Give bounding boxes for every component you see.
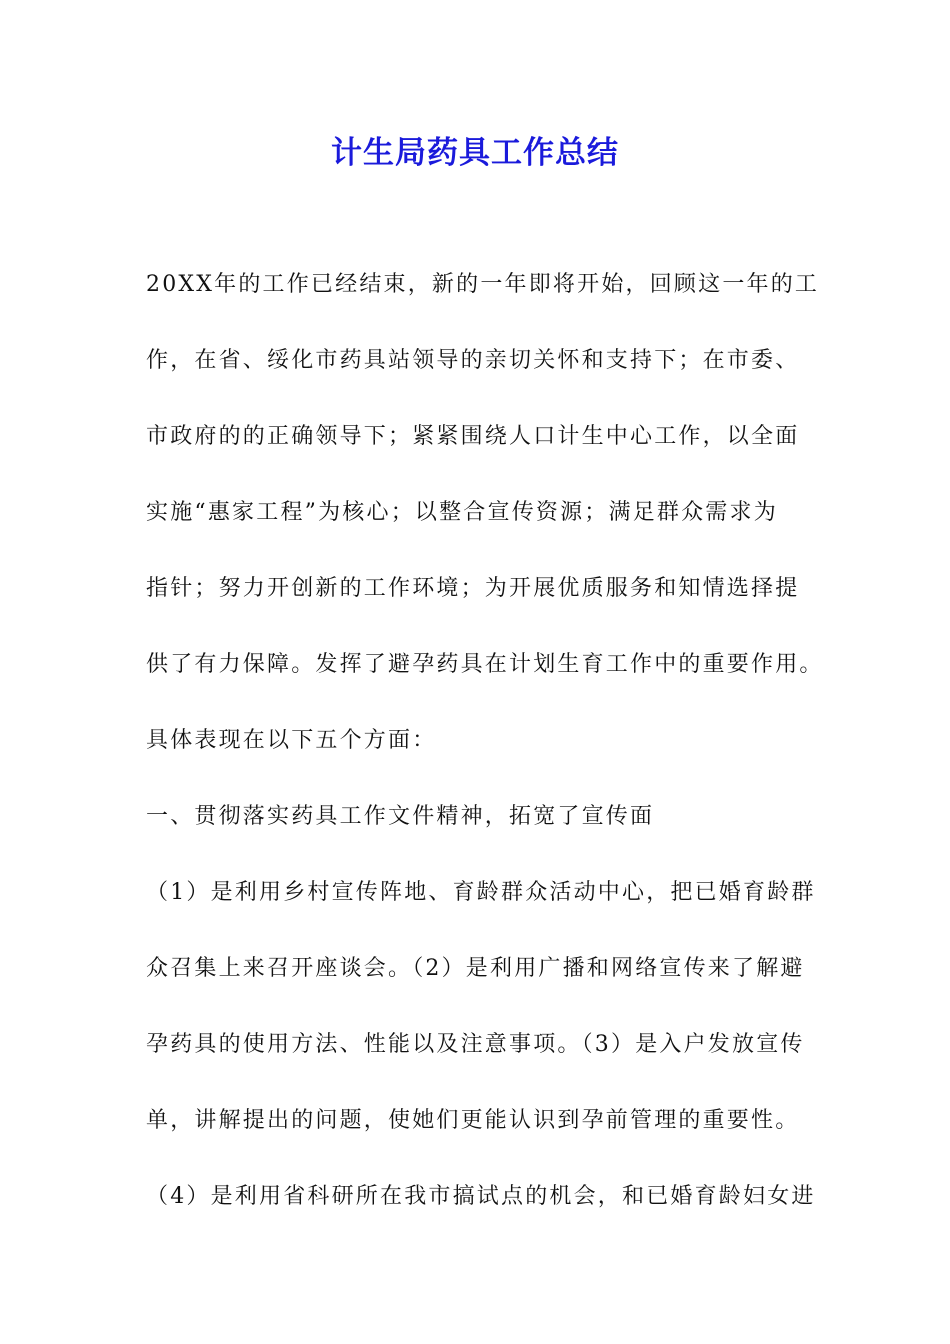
text-line: 具体表现在以下五个方面： bbox=[146, 728, 437, 753]
text-line: 作，在省、绥化市药具站领导的亲切关怀和支持下；在市委、 bbox=[146, 348, 800, 373]
document-body bbox=[146, 261, 826, 1249]
text-line: 20XX年的工作已经结束，新的一年即将开始，回顾这一年的工 bbox=[146, 272, 820, 297]
text-line: （4）是利用省科研所在我市搞试点的机会，和已婚育龄妇女进 bbox=[146, 1184, 816, 1209]
text-line: （1）是利用乡村宣传阵地、育龄群众活动中心，把已婚育龄群 bbox=[146, 880, 816, 905]
text-line: 孕药具的使用方法、性能以及注意事项。（3）是入户发放宣传 bbox=[146, 1032, 805, 1057]
document-title: 计生局药具工作总结 bbox=[331, 135, 619, 171]
text-line: 供了有力保障。发挥了避孕药具在计划生育工作中的重要作用。 bbox=[146, 652, 824, 677]
text-line: 众召集上来召开座谈会。（2）是利用广播和网络宣传来了解避 bbox=[146, 956, 805, 981]
section-heading: 一、贯彻落实药具工作文件精神，拓宽了宣传面 bbox=[146, 804, 655, 829]
text-line: 指针；努力开创新的工作环境；为开展优质服务和知情选择提 bbox=[146, 576, 800, 601]
text-line: 市政府的的正确领导下；紧紧围绕人口计生中心工作，以全面 bbox=[146, 424, 800, 449]
text-line: 实施“惠家工程”为核心；以整合宣传资源；满足群众需求为 bbox=[146, 500, 778, 525]
text-line: 单，讲解提出的问题，使她们更能认识到孕前管理的重要性。 bbox=[146, 1108, 800, 1133]
